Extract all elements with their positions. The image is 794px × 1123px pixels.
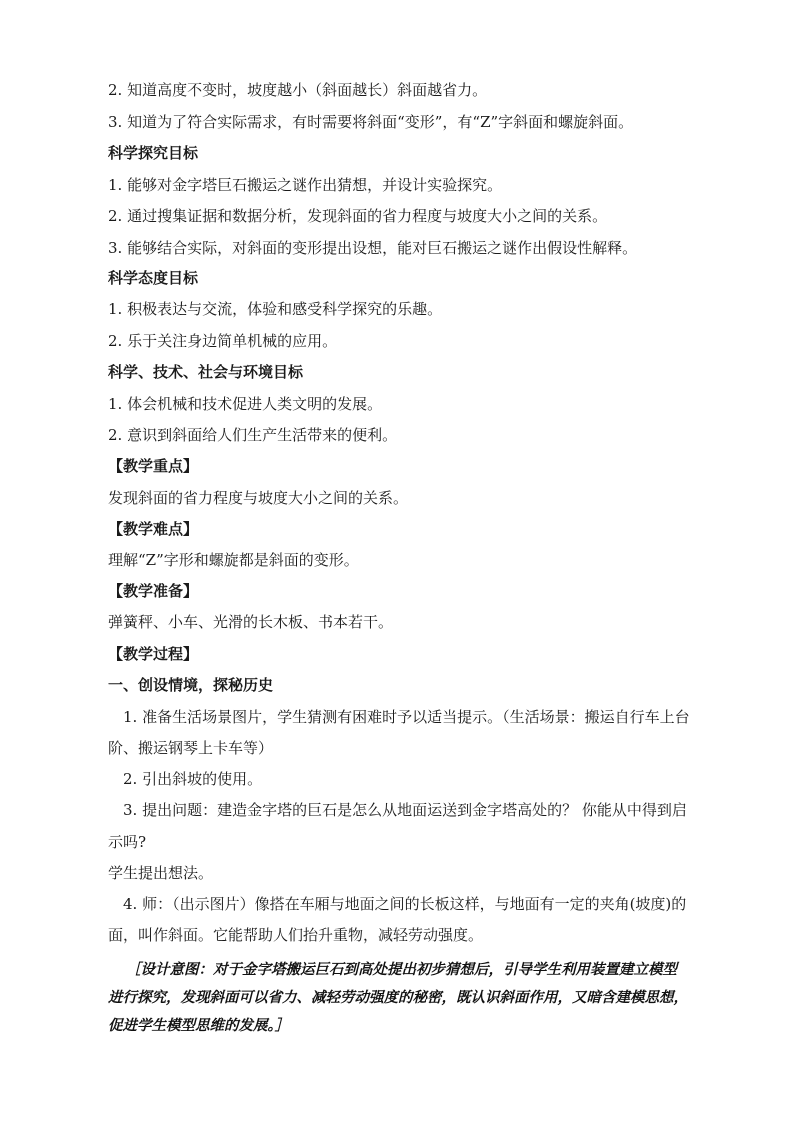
section-heading-difficulty: 【教学难点】 <box>108 520 199 538</box>
goal-inquiry-1: 1. 能够对金字塔巨石搬运之谜作出猜想，并设计实验探究。 <box>108 176 503 194</box>
design-intent-line-3: 促进学生模型思维的发展。］ <box>108 1017 290 1034</box>
process-item-4-line-2: 面，叫作斜面。它能帮助人们抬升重物，减轻劳动强度。 <box>108 926 484 944</box>
process-item-3-line-1: 3. 提出问题：建造金字塔的巨石是怎么从地面运送到金字塔高处的？ 你能从中得到启 <box>123 801 687 819</box>
preparation-text: 弹簧秤、小车、光滑的长木板、书本若干。 <box>108 613 394 631</box>
process-item-1-line-2: 阶、搬运钢琴上卡车等） <box>108 739 274 757</box>
section-heading-inquiry: 科学探究目标 <box>108 144 199 162</box>
goal-stse-1: 1. 体会机械和技术促进人类文明的发展。 <box>108 395 383 413</box>
difficulty-text: 理解“Z”字形和螺旋都是斜面的变形。 <box>108 551 359 569</box>
process-item-2: 2. 引出斜坡的使用。 <box>123 770 263 788</box>
goal-attitude-1: 1. 积极表达与交流，体验和感受科学探究的乐趣。 <box>108 300 443 318</box>
goal-knowledge-2: 2. 知道高度不变时，坡度越小（斜面越长）斜面越省力。 <box>108 81 488 99</box>
process-item-4-line-1: 4. 师：（出示图片）像搭在车厢与地面之间的长板这样，与地面有一定的夹角(坡度)的 <box>123 895 687 913</box>
goal-attitude-2: 2. 乐于关注身边简单机械的应用。 <box>108 332 338 350</box>
design-intent-line-1: ［设计意图：对于金字塔搬运巨石到高处提出初步猜想后，引导学生利用装置建立模型 <box>126 961 677 978</box>
goal-knowledge-3: 3. 知道为了符合实际需求，有时需要将斜面“变形”，有“Z”字斜面和螺旋斜面。 <box>108 113 634 131</box>
process-item-1-line-1: 1. 准备生活场景图片，学生猜测有困难时予以适当提示。（生活场景：搬运自行车上台 <box>123 708 690 726</box>
section-heading-process: 【教学过程】 <box>108 645 199 663</box>
goal-inquiry-2: 2. 通过搜集证据和数据分析，发现斜面的省力程度与坡度大小之间的关系。 <box>108 207 608 225</box>
section-heading-stse: 科学、技术、社会与环境目标 <box>108 363 304 381</box>
key-point-text: 发现斜面的省力程度与坡度大小之间的关系。 <box>108 489 409 507</box>
goal-inquiry-3: 3. 能够结合实际，对斜面的变形提出设想，能对巨石搬运之谜作出假设性解释。 <box>108 239 638 257</box>
section-heading-preparation: 【教学准备】 <box>108 582 199 600</box>
student-response: 学生提出想法。 <box>108 864 214 882</box>
process-step-heading-1: 一、创设情境，探秘历史 <box>108 676 274 694</box>
process-item-3-line-2: 示吗? <box>108 833 147 851</box>
section-heading-key-point: 【教学重点】 <box>108 457 199 475</box>
design-intent-note <box>108 956 718 1040</box>
section-heading-attitude: 科学态度目标 <box>108 269 199 287</box>
design-intent-line-2: 进行探究，发现斜面可以省力、减轻劳动强度的秘密，既认识斜面作用，又暗含建模思想， <box>108 989 688 1006</box>
goal-stse-2: 2. 意识到斜面给人们生产生活带来的便利。 <box>108 426 398 444</box>
